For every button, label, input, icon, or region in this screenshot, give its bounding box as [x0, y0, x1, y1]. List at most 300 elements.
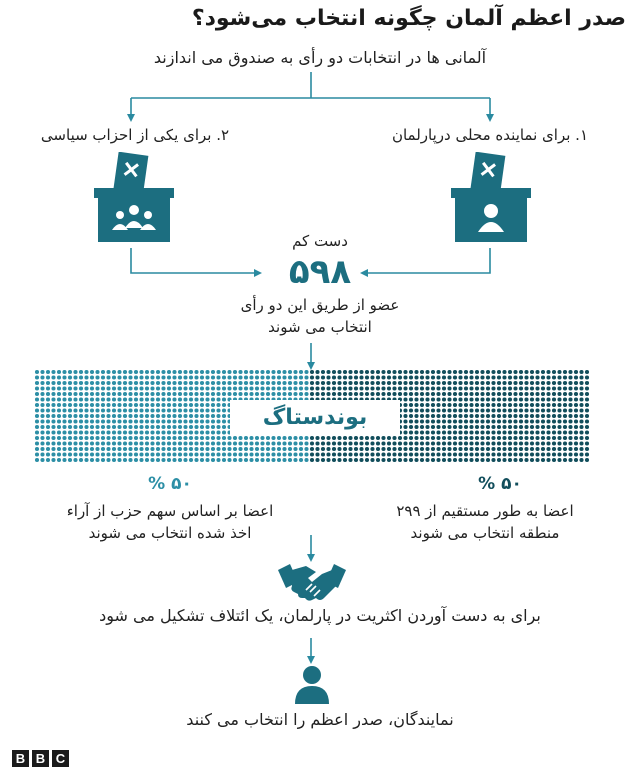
seat-dot	[95, 441, 99, 445]
seat-dot	[79, 386, 83, 390]
seat-dot	[436, 419, 440, 423]
seat-dot	[486, 430, 490, 434]
elected-line1: عضو از طریق این دو رأی	[240, 296, 400, 314]
seat-dot	[35, 430, 39, 434]
seat-dot	[46, 425, 50, 429]
seat-dot	[513, 370, 517, 374]
seat-dot	[491, 441, 495, 445]
seat-dot	[79, 397, 83, 401]
seat-dot	[392, 375, 396, 379]
seat-dot	[178, 430, 182, 434]
seat-dot	[112, 381, 116, 385]
seat-dot	[106, 392, 110, 396]
seat-dot	[579, 447, 583, 451]
seat-dot	[409, 370, 413, 374]
seat-dot	[178, 386, 182, 390]
seat-dot	[35, 452, 39, 456]
seat-dot	[546, 447, 550, 451]
seat-dot	[145, 419, 149, 423]
seat-dot	[167, 408, 171, 412]
seat-dot	[40, 408, 44, 412]
seat-dot	[524, 447, 528, 451]
seat-dot	[513, 403, 517, 407]
seat-dot	[497, 375, 501, 379]
seat-dot	[381, 392, 385, 396]
seat-dot	[431, 392, 435, 396]
seat-dot	[183, 430, 187, 434]
seat-dot	[79, 447, 83, 451]
seat-dot	[128, 370, 132, 374]
seat-dot	[585, 441, 589, 445]
seat-dot	[216, 375, 220, 379]
seat-dot	[167, 381, 171, 385]
seat-dot	[497, 430, 501, 434]
seat-dot	[420, 397, 424, 401]
seat-dot	[189, 436, 193, 440]
seat-dot	[101, 436, 105, 440]
seat-dot	[167, 447, 171, 451]
seat-dot	[486, 414, 490, 418]
seat-dot	[134, 370, 138, 374]
seat-dot	[458, 452, 462, 456]
seat-dot	[480, 447, 484, 451]
seat-dot	[403, 381, 407, 385]
seat-dot	[326, 392, 330, 396]
seat-dot	[579, 386, 583, 390]
seat-dot	[431, 370, 435, 374]
seat-dot	[161, 375, 165, 379]
seat-dot	[68, 375, 72, 379]
seat-dot	[84, 403, 88, 407]
seat-dot	[513, 425, 517, 429]
seat-dot	[277, 370, 281, 374]
seat-dot	[117, 430, 121, 434]
seat-dot	[293, 452, 297, 456]
seat-dot	[161, 436, 165, 440]
seat-dot	[491, 419, 495, 423]
seat-dot	[95, 403, 99, 407]
seat-dot	[403, 370, 407, 374]
seat-dot	[337, 436, 341, 440]
seat-dot	[304, 370, 308, 374]
seat-dot	[409, 419, 413, 423]
seat-dot	[57, 397, 61, 401]
seat-dot	[73, 452, 77, 456]
seat-dot	[310, 447, 314, 451]
seat-dot	[95, 458, 99, 462]
seat-dot	[464, 375, 468, 379]
seat-dot	[57, 403, 61, 407]
seat-dot	[35, 408, 39, 412]
seat-dot	[447, 458, 451, 462]
seat-dot	[453, 447, 457, 451]
seat-dot	[491, 452, 495, 456]
seat-dot	[90, 436, 94, 440]
seat-dot	[425, 430, 429, 434]
seat-dot	[194, 386, 198, 390]
seat-dot	[172, 381, 176, 385]
seat-dot	[139, 441, 143, 445]
seat-dot	[304, 447, 308, 451]
seat-dot	[359, 386, 363, 390]
seat-dot	[233, 370, 237, 374]
seat-dot	[106, 370, 110, 374]
seat-dot	[414, 447, 418, 451]
seat-dot	[574, 408, 578, 412]
seat-dot	[277, 381, 281, 385]
direct-percent: ۵۰ %	[478, 474, 522, 494]
seat-dot	[453, 370, 457, 374]
seat-dot	[79, 452, 83, 456]
seat-dot	[513, 381, 517, 385]
seat-dot	[90, 425, 94, 429]
list-description	[20, 500, 320, 544]
seat-dot	[497, 436, 501, 440]
seat-dot	[546, 392, 550, 396]
seat-dot	[167, 452, 171, 456]
seat-dot	[200, 430, 204, 434]
seat-dot	[453, 458, 457, 462]
seat-dot	[123, 370, 127, 374]
seat-dot	[106, 408, 110, 412]
seat-dot	[409, 430, 413, 434]
seat-dot	[414, 436, 418, 440]
seat-dot	[95, 452, 99, 456]
seat-dot	[222, 458, 226, 462]
seat-dot	[68, 397, 72, 401]
seat-dot	[167, 441, 171, 445]
seat-dot	[403, 392, 407, 396]
seat-dot	[79, 430, 83, 434]
seat-dot	[535, 430, 539, 434]
bbc-letter: B	[12, 750, 29, 767]
seat-dot	[112, 408, 116, 412]
seat-dot	[227, 370, 231, 374]
seat-dot	[585, 397, 589, 401]
seat-dot	[403, 408, 407, 412]
subtitle: آلمانی ها در انتخابات دو رأی به صندوق می اندازند	[153, 48, 487, 67]
seat-dot	[486, 447, 490, 451]
seat-dot	[326, 447, 330, 451]
seat-dot	[414, 458, 418, 462]
seat-dot	[579, 408, 583, 412]
seat-dot	[315, 458, 319, 462]
seat-dot	[348, 436, 352, 440]
seat-dot	[90, 408, 94, 412]
seat-dot	[79, 414, 83, 418]
seat-dot	[348, 452, 352, 456]
seat-dot	[310, 452, 314, 456]
seat-dot	[84, 436, 88, 440]
seat-dot	[106, 458, 110, 462]
seat-dot	[205, 408, 209, 412]
seat-dot	[321, 381, 325, 385]
seat-dot	[524, 419, 528, 423]
seat-dot	[123, 419, 127, 423]
seat-dot	[123, 375, 127, 379]
seat-dot	[172, 370, 176, 374]
seat-dot	[486, 458, 490, 462]
seat-dot	[420, 381, 424, 385]
seat-dot	[557, 414, 561, 418]
seat-dot	[79, 370, 83, 374]
seat-dot	[376, 370, 380, 374]
seat-dot	[205, 414, 209, 418]
seat-dot	[194, 403, 198, 407]
seat-dot	[117, 386, 121, 390]
seat-dot	[161, 414, 165, 418]
seat-dot	[458, 370, 462, 374]
seat-dot	[541, 386, 545, 390]
seat-dot	[73, 419, 77, 423]
seat-dot	[260, 375, 264, 379]
seat-dot	[68, 436, 72, 440]
seat-dot	[337, 375, 341, 379]
seat-dot	[315, 392, 319, 396]
seat-dot	[315, 447, 319, 451]
seat-dot	[238, 370, 242, 374]
seat-dot	[40, 436, 44, 440]
seat-dot	[535, 441, 539, 445]
seat-dot	[557, 386, 561, 390]
seat-dot	[57, 386, 61, 390]
seat-dot	[194, 370, 198, 374]
seat-dot	[541, 414, 545, 418]
seat-dot	[189, 397, 193, 401]
seat-dot	[403, 452, 407, 456]
seat-dot	[425, 414, 429, 418]
seat-dot	[502, 430, 506, 434]
seat-dot	[365, 458, 369, 462]
seat-dot	[513, 452, 517, 456]
seat-dot	[475, 419, 479, 423]
seat-dot	[414, 414, 418, 418]
seat-dot	[156, 436, 160, 440]
seat-dot	[73, 430, 77, 434]
seat-dot	[211, 436, 215, 440]
seat-dot	[288, 441, 292, 445]
seat-dot	[398, 441, 402, 445]
seat-dot	[497, 458, 501, 462]
seat-dot	[112, 375, 116, 379]
seat-dot	[469, 370, 473, 374]
seat-dot	[145, 392, 149, 396]
seat-dot	[123, 414, 127, 418]
seat-dot	[255, 447, 259, 451]
seat-dot	[172, 430, 176, 434]
seat-dot	[513, 419, 517, 423]
seat-dot	[161, 381, 165, 385]
seat-dot	[205, 430, 209, 434]
seat-dot	[552, 436, 556, 440]
seat-dot	[73, 392, 77, 396]
seat-dot	[101, 403, 105, 407]
seat-dot	[150, 370, 154, 374]
seat-dot	[447, 430, 451, 434]
seat-dot	[260, 447, 264, 451]
seat-dot	[436, 458, 440, 462]
seat-dot	[535, 419, 539, 423]
seat-dot	[101, 458, 105, 462]
seat-dot	[343, 381, 347, 385]
seat-dot	[189, 458, 193, 462]
seat-dot	[552, 458, 556, 462]
seat-dot	[95, 408, 99, 412]
seat-dot	[326, 386, 330, 390]
seat-dot	[139, 447, 143, 451]
seat-dot	[167, 430, 171, 434]
seat-dot	[585, 425, 589, 429]
seat-dot	[156, 381, 160, 385]
seat-dot	[579, 430, 583, 434]
seat-dot	[35, 425, 39, 429]
seat-dot	[266, 436, 270, 440]
seat-dot	[167, 419, 171, 423]
seat-dot	[409, 458, 413, 462]
seat-dot	[46, 381, 50, 385]
seat-dot	[348, 375, 352, 379]
seat-dot	[282, 441, 286, 445]
seat-dot	[40, 425, 44, 429]
seat-dot	[453, 408, 457, 412]
seat-dot	[458, 430, 462, 434]
seat-dot	[354, 458, 358, 462]
seat-dot	[183, 441, 187, 445]
seat-dot	[458, 403, 462, 407]
seat-dot	[535, 425, 539, 429]
seat-dot	[475, 375, 479, 379]
seat-dot	[183, 408, 187, 412]
seat-dot	[431, 447, 435, 451]
seat-dot	[260, 458, 264, 462]
seat-dot	[244, 386, 248, 390]
seat-dot	[442, 370, 446, 374]
seat-dot	[205, 436, 209, 440]
seat-dot	[579, 392, 583, 396]
seat-dot	[524, 430, 528, 434]
seat-dot	[293, 375, 297, 379]
seat-dot	[436, 397, 440, 401]
seat-dot	[442, 408, 446, 412]
seat-dot	[183, 452, 187, 456]
seat-dot	[216, 458, 220, 462]
seat-dot	[156, 392, 160, 396]
seat-dot	[425, 397, 429, 401]
seat-dot	[95, 414, 99, 418]
seat-dot	[161, 386, 165, 390]
seat-dot	[68, 381, 72, 385]
seat-dot	[62, 370, 66, 374]
seat-dot	[101, 441, 105, 445]
seat-dot	[57, 381, 61, 385]
seat-dot	[420, 370, 424, 374]
seat-dot	[299, 447, 303, 451]
seat-dot	[79, 436, 83, 440]
seat-dot	[62, 375, 66, 379]
seat-dot	[156, 419, 160, 423]
seat-dot	[205, 458, 209, 462]
seat-dot	[497, 386, 501, 390]
seat-dot	[447, 452, 451, 456]
seat-dot	[442, 425, 446, 429]
seat-dot	[519, 419, 523, 423]
seat-dot	[442, 436, 446, 440]
seat-dot	[442, 397, 446, 401]
seat-dot	[84, 414, 88, 418]
seat-dot	[150, 381, 154, 385]
seat-dot	[40, 375, 44, 379]
seat-dot	[447, 392, 451, 396]
seat-dot	[227, 375, 231, 379]
seat-dot	[35, 386, 39, 390]
seat-dot	[178, 458, 182, 462]
seat-dot	[425, 386, 429, 390]
seat-dot	[194, 414, 198, 418]
seat-dot	[563, 397, 567, 401]
seat-dot	[464, 397, 468, 401]
seat-dot	[486, 425, 490, 429]
seat-dot	[502, 452, 506, 456]
seat-dot	[288, 458, 292, 462]
page-title: صدر اعظم آلمان چگونه انتخاب می‌شود؟	[191, 6, 626, 31]
seat-dot	[249, 447, 253, 451]
seat-dot	[211, 386, 215, 390]
seat-dot	[321, 452, 325, 456]
seat-dot	[222, 430, 226, 434]
seat-dot	[392, 381, 396, 385]
seat-dot	[183, 458, 187, 462]
seat-dot	[464, 370, 468, 374]
seat-dot	[139, 397, 143, 401]
seat-dot	[194, 458, 198, 462]
seat-dot	[332, 381, 336, 385]
seat-dot	[315, 375, 319, 379]
seat-dot	[579, 403, 583, 407]
seat-dot	[277, 392, 281, 396]
seat-dot	[299, 441, 303, 445]
seat-dot	[403, 430, 407, 434]
seat-dot	[222, 403, 226, 407]
seat-dot	[458, 458, 462, 462]
seat-dot	[585, 430, 589, 434]
seat-dot	[172, 441, 176, 445]
seat-dot	[535, 436, 539, 440]
seat-dot	[205, 397, 209, 401]
seat-dot	[46, 414, 50, 418]
seat-dot	[255, 441, 259, 445]
seat-dot	[84, 408, 88, 412]
seat-dot	[57, 408, 61, 412]
seat-dot	[535, 381, 539, 385]
seat-dot	[35, 370, 39, 374]
seat-dot	[178, 419, 182, 423]
seat-dot	[502, 425, 506, 429]
seat-dot	[123, 430, 127, 434]
seat-dot	[497, 408, 501, 412]
seat-dot	[101, 447, 105, 451]
seat-dot	[348, 370, 352, 374]
seat-dot	[40, 452, 44, 456]
seat-dot	[398, 370, 402, 374]
seat-dot	[552, 408, 556, 412]
seat-dot	[475, 397, 479, 401]
seat-dot	[354, 381, 358, 385]
seat-dot	[359, 375, 363, 379]
seat-dot	[563, 425, 567, 429]
seat-dot	[370, 381, 374, 385]
seat-dot	[145, 408, 149, 412]
seat-dot	[46, 452, 50, 456]
